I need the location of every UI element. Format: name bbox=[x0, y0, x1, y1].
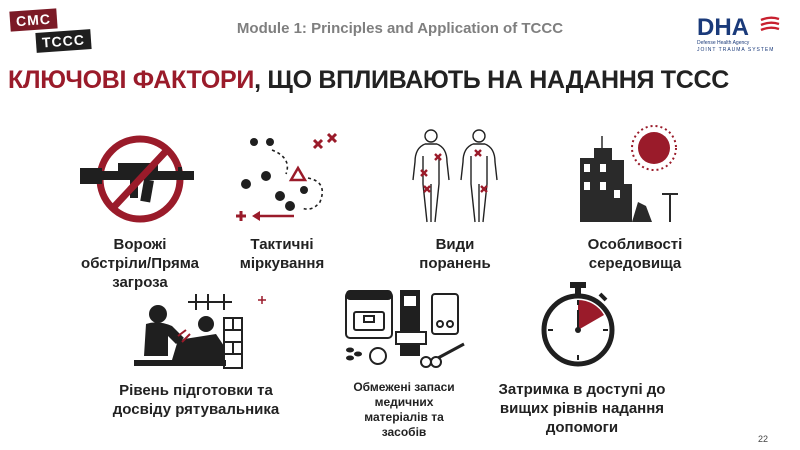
factor-label-line: досвіду рятувальника bbox=[112, 401, 280, 418]
medical-supplies-icon bbox=[340, 284, 468, 376]
factor-label-delay bbox=[482, 380, 682, 437]
headline-dark-part: , ЩО ВПЛИВАЮТЬ НА НАДАННЯ TCCC bbox=[254, 66, 730, 94]
factor-label-line: середовища bbox=[588, 255, 682, 272]
factor-label-line: матеріалів та bbox=[364, 410, 444, 424]
badge-line-1: CMC bbox=[9, 8, 57, 31]
headline-red-part: КЛЮЧОВІ ФАКТОРИ bbox=[8, 66, 255, 94]
dha-logo bbox=[697, 14, 783, 54]
dha-logo-word: DHA bbox=[697, 14, 749, 41]
factor-label-line: обстріли/Пряма bbox=[81, 255, 199, 272]
factor-label-line: Види bbox=[435, 236, 475, 253]
page-number: 22 bbox=[758, 434, 769, 444]
environment-icon bbox=[572, 124, 690, 224]
body-wounds-icon bbox=[405, 126, 505, 226]
factor-label-line: медичних bbox=[374, 395, 434, 409]
badge-line-2: TCCC bbox=[35, 29, 91, 53]
factor-label-line: Рівень підготовки та bbox=[119, 382, 273, 399]
rescuer-icon bbox=[128, 290, 278, 370]
factor-label-line: допомоги bbox=[545, 419, 619, 436]
module-title: Module 1: Principles and Application of TCCC bbox=[236, 20, 564, 37]
factor-label-enemy-fire bbox=[70, 235, 210, 292]
factor-label-line: Тактичні bbox=[250, 236, 314, 253]
dha-logo-subtitle-2: JOINT TRAUMA SYSTEM bbox=[697, 47, 775, 53]
no-weapon-icon bbox=[78, 135, 202, 225]
dha-logo-subtitle: Defense Health Agency bbox=[697, 40, 750, 46]
factor-label-supplies bbox=[334, 380, 474, 440]
factor-label-line: міркування bbox=[239, 255, 325, 272]
factor-label-line: засобів bbox=[381, 425, 427, 439]
factor-label-line: Особливості bbox=[587, 236, 683, 253]
headline bbox=[8, 66, 798, 95]
factor-label-line: Ворожі bbox=[113, 236, 167, 253]
factor-label-training bbox=[96, 381, 296, 419]
factor-label-line: Обмежені запаси bbox=[353, 380, 455, 394]
factor-label-environment bbox=[570, 235, 700, 273]
tactical-plan-icon bbox=[232, 132, 342, 224]
factor-label-line: Затримка в доступі до bbox=[498, 381, 666, 398]
stopwatch-icon bbox=[536, 280, 620, 370]
factor-label-line: загроза bbox=[112, 274, 168, 291]
factor-label-line: вищих рівнів надання bbox=[499, 400, 665, 417]
factor-label-tactical bbox=[222, 235, 342, 273]
factor-label-line: поранень bbox=[419, 255, 491, 272]
factor-label-wounds bbox=[400, 235, 510, 273]
flag-stripes-icon bbox=[759, 16, 781, 36]
